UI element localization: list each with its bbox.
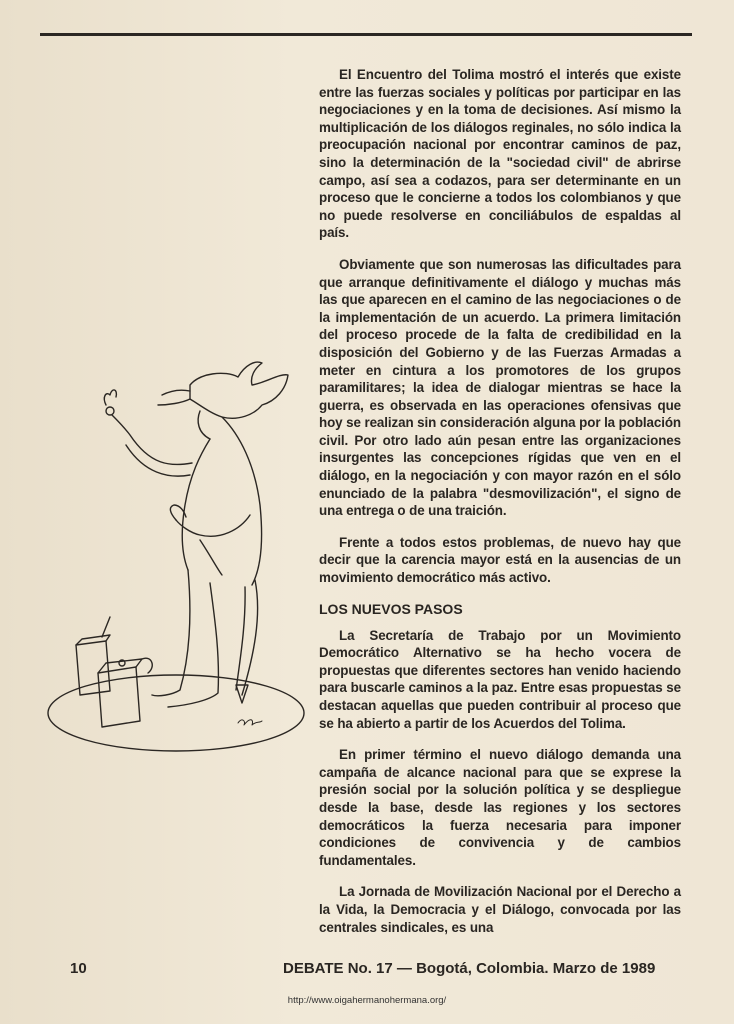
publication-line: DEBATE No. 17 — Bogotá, Colombia. Marzo de 1989: [283, 960, 656, 977]
page-number: 10: [70, 960, 87, 977]
article-column: [319, 66, 681, 950]
top-rule: [40, 33, 692, 36]
paragraph-2: Obviamente que son numerosas las dificultades para que arranque definitivamente el diálogo y muchas más las que aparecen en el camino de las negociaciones o de la implementación de un acuerdo. La primera limitación del proceso procede de la falta de credibilidad en la disposición del Gobierno y de las Fuerzas Armadas a meter en cintura a los promotores de los grupos paramilitares; la idea de dialogar mientras se hace la guerra, es observada en las operaciones ofensivas que hoy se realizan sin consideración alguna por la población civil. Por otro lado aún pesan entre las organizaciones insurgentes las concepciones rígidas que ven en el diálogo, en la negociación y con mayor razón en el sólo enunciado de la palabra "desmovilización", el signo de una entrega o de una traición.: [319, 256, 681, 519]
source-url[interactable]: http://www.oigahermanohermana.org/: [287, 995, 447, 1006]
paragraph-4: La Secretaría de Trabajo por un Movimiento Democrático Alternativo se ha hecho vocera de propuestas que diferentes sectores han venido haciendo para buscarle caminos a la paz. Entre esas propuestas se destacan aquellas que pueden contribuir al proceso que se ha abierto a partir de los Acuerdos del Tolima.: [319, 627, 681, 731]
paragraph-1: El Encuentro del Tolima mostró el interés que existe entre las fuerzas sociales y políticas por participar en las negociaciones y en la toma de decisiones. Así mismo la multiplicación de los diálogos reginales, no sólo indica la preocupación nacional por encontrar caminos de paz, sino la determinación de la "sociedad civil" de abrirse campo, así sea a codazos, para ser determinante en un proceso que le concierne a todos los colombianos y que no puede resolverse en conciliábulos de espaldas al país.: [319, 67, 681, 241]
paragraph-3: Frente a todos estos problemas, de nuevo hay que decir que la carencia mayor está en la ausencias de un movimiento democrático más activo.: [319, 534, 681, 586]
section-heading: LOS NUEVOS PASOS: [319, 600, 463, 617]
paragraph-6: La Jornada de Movilización Nacional por el Derecho a la Vida, la Democracia y el Diálogo, convocada por las centrales sindicales, es una: [319, 884, 681, 935]
paragraph-5: En primer término el nuevo diálogo demanda una campaña de alcance nacional para que se exprese la presión social por la solución política y se despliegue desde la base, desde las regiones y los sectores democráticos la fuerza necesaria para imponer condiciones de convivencia y de cambios fundamentales.: [319, 747, 681, 868]
devil-cartoon-icon: [40, 355, 312, 760]
